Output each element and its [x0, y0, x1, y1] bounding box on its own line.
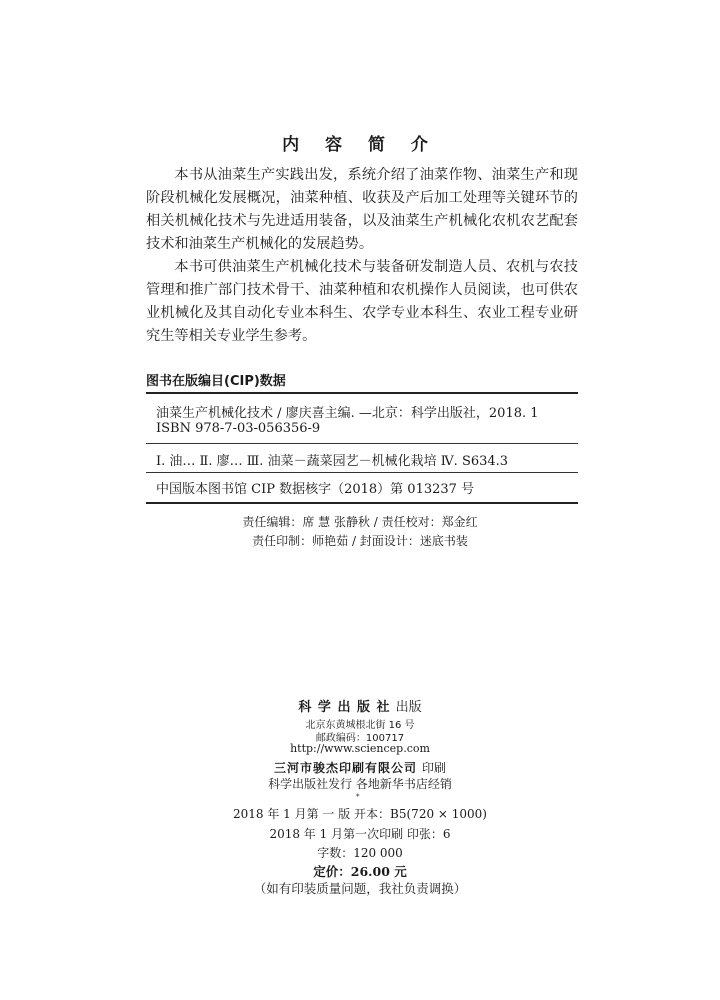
summary-paragraph-1: 本书从油菜生产实践出发，系统介绍了油菜作物、油菜生产和现阶段机械化发展概况，油菜种植、收获及产后加工处理等关键环节的相关机械化技术与先进适用装备，以及油菜生产机械化农机农艺配套技术和油菜生产机械化的发展趋势。	[146, 167, 578, 252]
editor-credits: 责任编辑：席 慧 张静秋 / 责任校对：郑金红	[242, 515, 478, 529]
edition-line: 2018 年 1 月第 一 版 开本：B5(720 × 1000)	[232, 807, 487, 821]
printer-line	[0, 757, 720, 776]
separator-mark: *	[356, 793, 360, 801]
word-count-line: 字数：120 000	[317, 846, 403, 860]
cip-heading: 图书在版编目(CIP)数据	[146, 374, 286, 389]
printer-name: 三河市骏杰印刷有限公司	[273, 761, 417, 775]
publisher-line	[0, 696, 720, 715]
cip-classification-line: Ⅰ. 油… Ⅱ. 廖… Ⅲ. 油菜－蔬菜园艺－机械化栽培 Ⅳ. S634.3	[156, 454, 509, 469]
publisher-suffix: 出版	[395, 700, 422, 715]
cip-divider	[146, 472, 578, 473]
cip-divider	[146, 443, 578, 444]
printing-line: 2018 年 1 月第一次印刷 印张：6	[269, 827, 451, 841]
cip-box	[146, 392, 578, 504]
publisher-address: 北京东黄城根北街 16 号	[305, 720, 415, 731]
printer-suffix: 印刷	[422, 761, 447, 775]
summary-section	[146, 164, 578, 348]
price-line	[0, 861, 720, 880]
publisher-name: 科 学 出 版 社	[298, 700, 391, 715]
distribution-line: 科学出版社发行 各地新华书店经销	[268, 777, 452, 791]
cip-title-line: 油菜生产机械化技术 / 廖庆喜主编. —北京：科学出版社，2018. 1	[156, 406, 539, 421]
price-value: 26.00 元	[350, 864, 407, 879]
summary-paragraph-2: 本书可供油菜生产机械化技术与装备研发制造人员、农机与农技管理和推广部门技术骨干、油菜种植和农机操作人员阅读，也可供农业机械化及其自动化专业本科生、农学专业本科生、农业工程专业研究生等相关专业学生参考。	[146, 259, 578, 344]
production-credits: 责任印制：师艳茹 / 封面设计：迷底书装	[252, 534, 468, 548]
publisher-url: http://www.sciencep.com	[290, 742, 430, 755]
price-label: 定价：	[313, 864, 351, 879]
cip-record-line: 中国版本图书馆 CIP 数据核字（2018）第 013237 号	[156, 482, 475, 497]
publisher-postcode: 邮政编码：100717	[315, 733, 405, 744]
quality-note: （如有印装质量问题，我社负责调换）	[253, 881, 467, 896]
page-title: 内 容 简 介	[282, 135, 438, 155]
cip-isbn-line: ISBN 978-7-03-056356-9	[156, 421, 321, 436]
